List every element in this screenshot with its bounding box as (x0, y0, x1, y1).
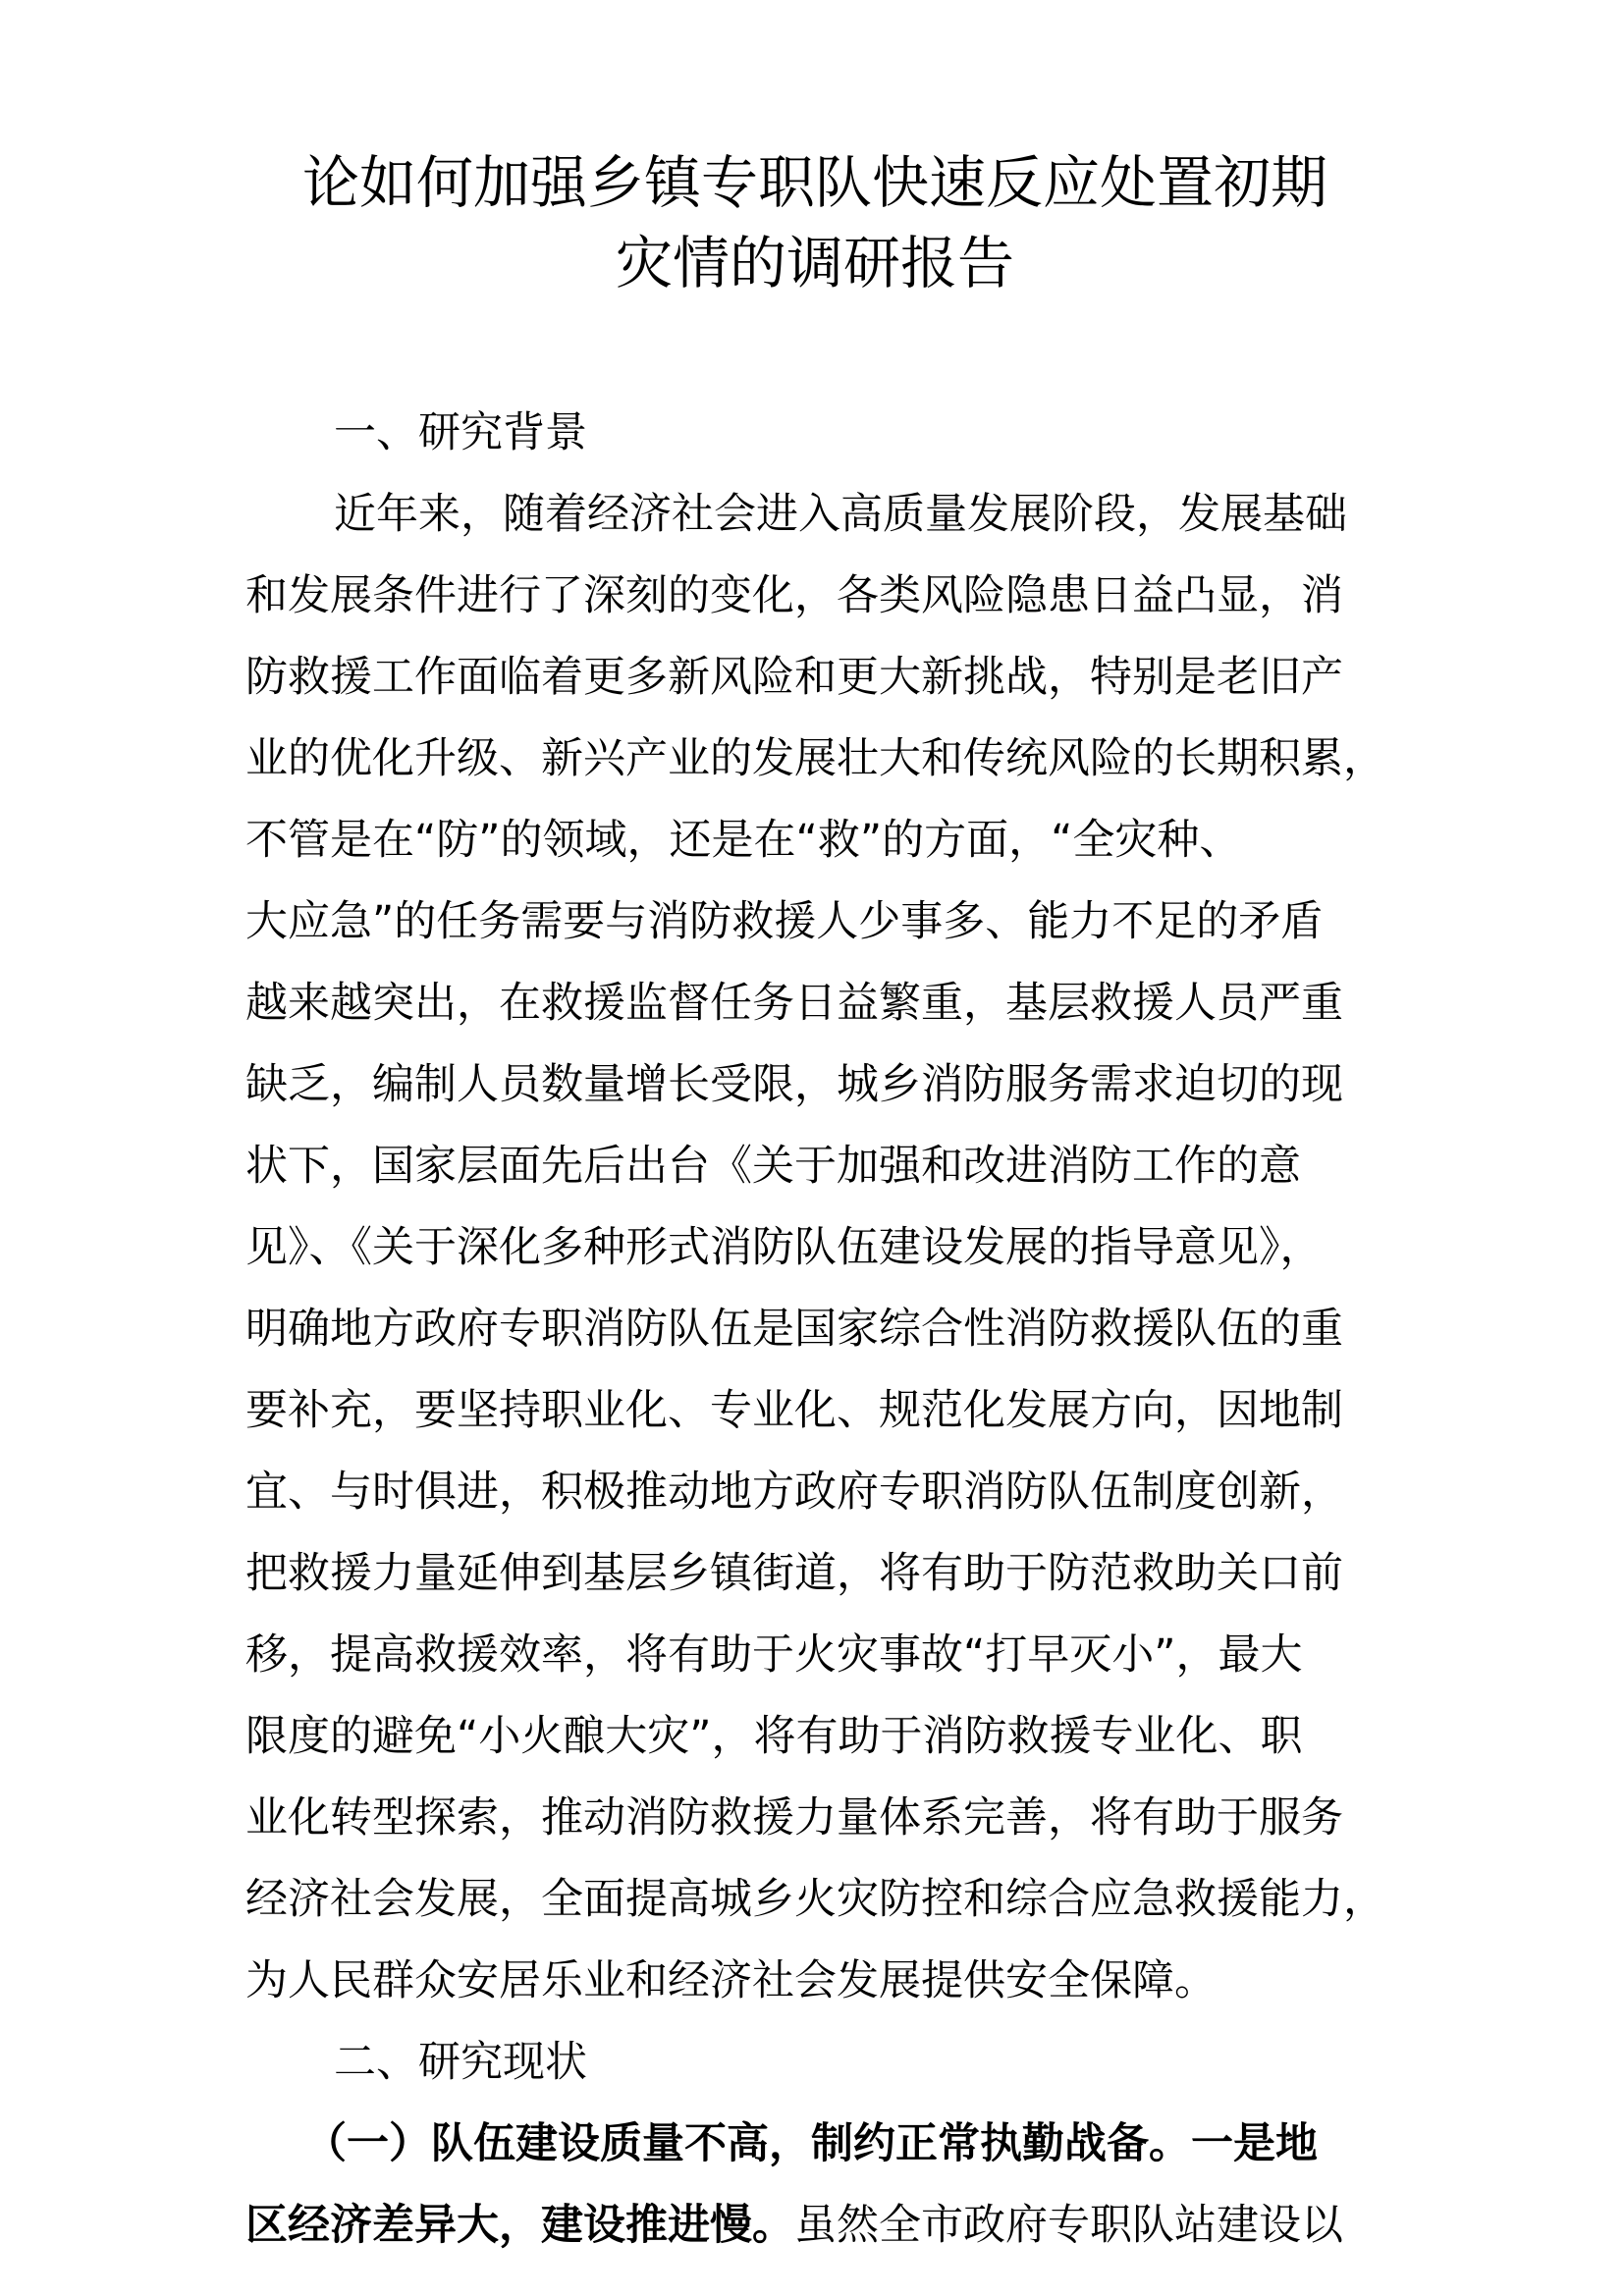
title-line-2: 灾情的调研报告 (615, 230, 1014, 296)
paragraph-line: 业的优化升级、新兴产业的发展壮大和传统风险的长期积累， (245, 734, 1385, 783)
paragraph-line: 明确地方政府专职消防队伍是国家综合性消防救援队伍的重 (245, 1305, 1343, 1354)
document-body (245, 393, 1390, 2267)
document-title (245, 142, 1384, 303)
paragraph-line: 经济社会发展，全面提高城乡火灾防控和综合应急救援能力， (245, 1875, 1385, 1924)
paragraph-line: 状下，国家层面先后出台《关于加强和改进消防工作的意 (245, 1142, 1301, 1191)
paragraph-background (245, 474, 1390, 2022)
paragraph-line: 移，提高救援效率，将有助于火灾事故“打早灭小”，最大 (245, 1630, 1303, 1680)
paragraph-line: 不管是在“防”的领域，还是在“救”的方面，“全灾种、 (245, 816, 1242, 865)
paragraph-line: 和发展条件进行了深刻的变化，各类风险隐患日益凸显，消 (245, 571, 1343, 620)
subsection-heading: （一）队伍建设质量不高，制约正常执勤战备。一是地 (304, 2119, 1318, 2168)
subsection-team-building (245, 2104, 1390, 2267)
paragraph-line: 见》、《关于深化多种形式消防队伍建设发展的指导意见》， (245, 1223, 1323, 1272)
subsection-emphasis: 区经济差异大，建设推进慢。 (245, 2201, 794, 2250)
paragraph-line: 越来越突出，在救援监督任务日益繁重，基层救援人员严重 (245, 979, 1343, 1028)
paragraph-line: 宜、与时俱进，积极推动地方政府专职消防队伍制度创新， (245, 1468, 1343, 1517)
paragraph-line: 限度的避免“小火酿大灾”，将有助于消防救援专业化、职 (245, 1712, 1303, 1761)
paragraph-line: 缺乏，编制人员数量增长受限，城乡消防服务需求迫切的现 (245, 1060, 1343, 1109)
subsection-text: 虽然全市政府专职队站建设以 (794, 2201, 1343, 2250)
paragraph-line: 大应急”的任务需要与消防救援人少事多、能力不足的矛盾 (245, 897, 1324, 946)
section-heading-status: 二、研究现状 (334, 2038, 587, 2087)
paragraph-line: 把救援力量延伸到基层乡镇街道，将有助于防范救助关口前 (245, 1549, 1343, 1598)
paragraph-line: 业化转型探索，推动消防救援力量体系完善，将有助于服务 (245, 1793, 1343, 1842)
paragraph-line: 要补充，要坚持职业化、专业化、规范化发展方向，因地制 (245, 1386, 1343, 1435)
section-heading-background: 一、研究背景 (334, 408, 587, 457)
paragraph-line: 为人民群众安居乐业和经济社会发展提供安全保障。 (245, 1956, 1217, 2005)
title-line-1: 论如何加强乡镇专职队快速反应处置初期 (301, 149, 1327, 216)
paragraph-line: 防救援工作面临着更多新风险和更大新挑战，特别是老旧产 (245, 653, 1343, 702)
subsection-line (245, 2185, 1390, 2267)
paragraph-line: 近年来，随着经济社会进入高质量发展阶段，发展基础 (334, 490, 1347, 539)
